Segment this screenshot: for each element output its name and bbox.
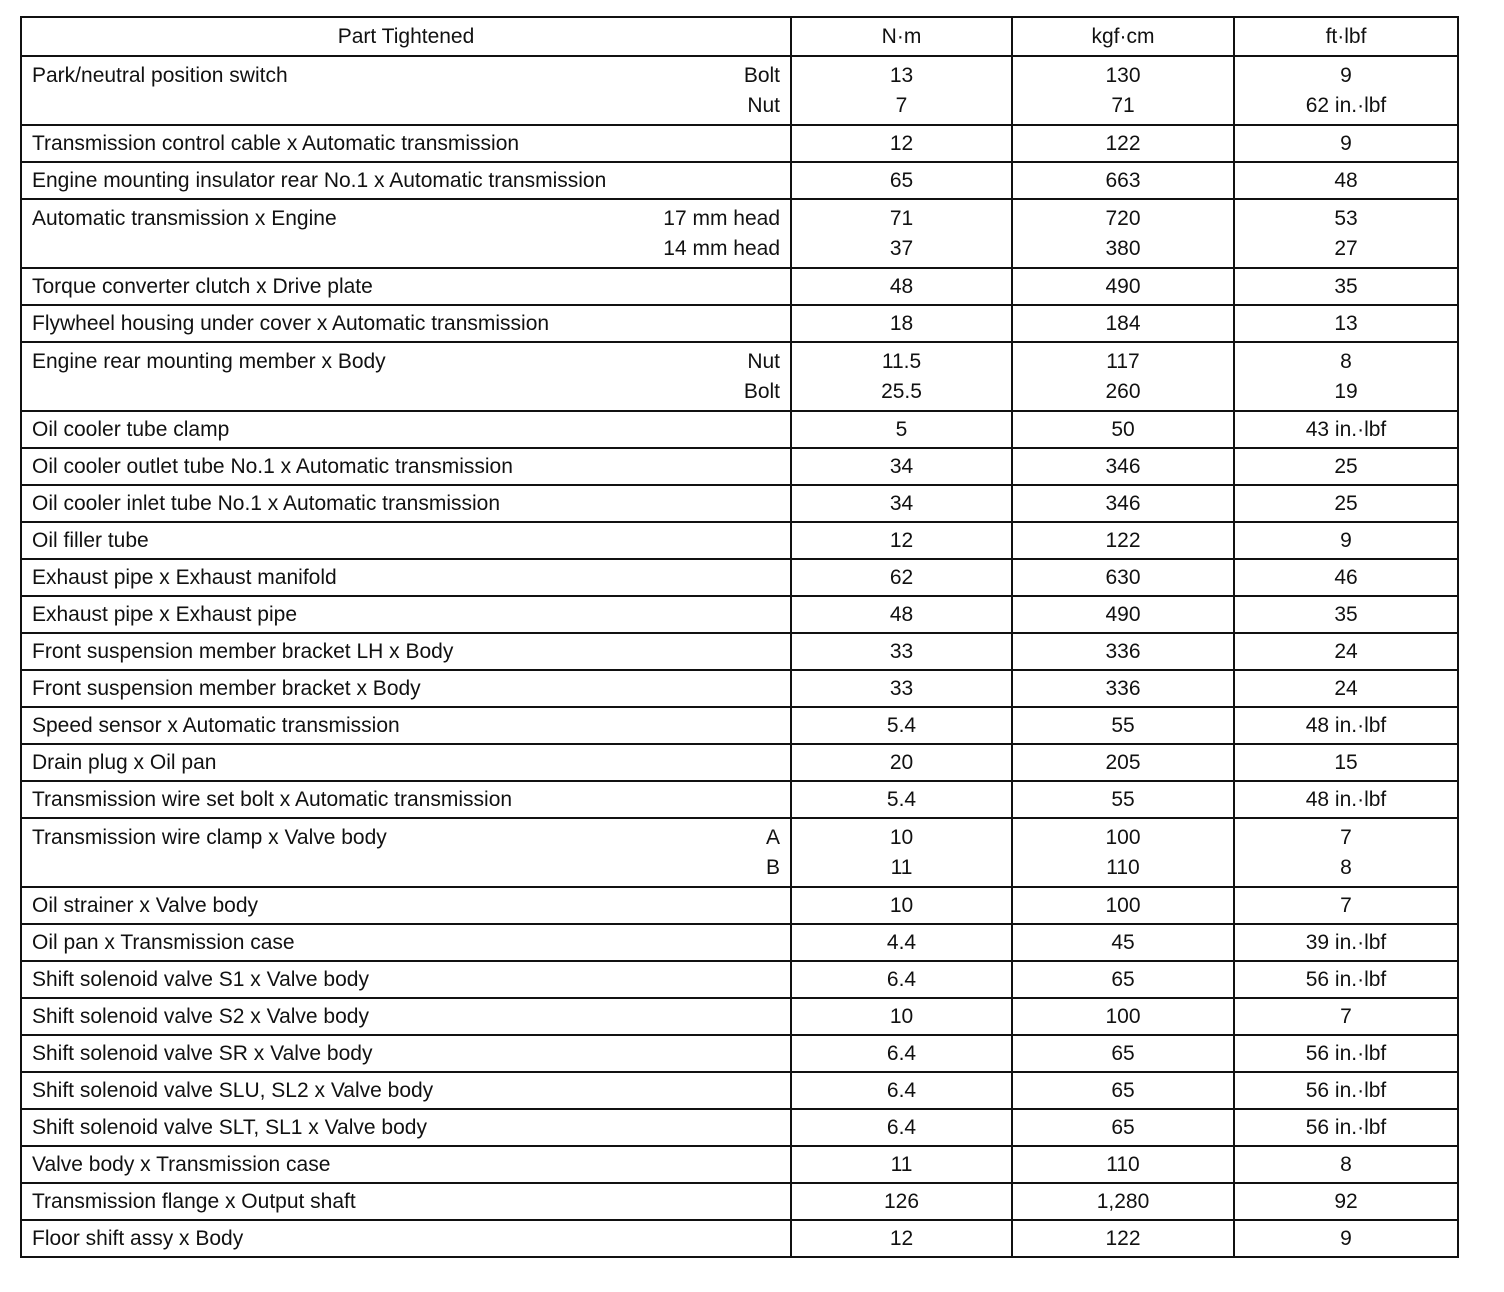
nm-value-cell (791, 342, 1012, 411)
ft-lbf-value-cell (1234, 596, 1458, 633)
kgf-cm-value-cell (1012, 744, 1234, 781)
kgf-cm-value-cell (1012, 707, 1234, 744)
ft-lbf-value-cell (1234, 199, 1458, 268)
kgf-cm-value: 380 (1105, 236, 1141, 260)
ft-lbf-value: 7 (1340, 893, 1352, 917)
header-part-tightened: Part Tightened (21, 17, 791, 56)
part-cell (21, 1183, 791, 1220)
ft-lbf-value-cell (1234, 1109, 1458, 1146)
table-row (21, 1220, 1458, 1257)
part-cell (21, 818, 791, 887)
kgf-cm-value-cell (1012, 522, 1234, 559)
nm-value: 5 (895, 417, 908, 441)
ft-lbf-value: 35 (1334, 274, 1358, 298)
ft-lbf-value: 92 (1334, 1189, 1358, 1213)
kgf-cm-value: 110 (1106, 855, 1140, 879)
kgf-cm-value: 205 (1105, 750, 1141, 774)
header-kgf-cm: kgf·cm (1012, 17, 1234, 56)
ft-lbf-value: 56 in.·lbf (1305, 1041, 1387, 1065)
nm-value: 48 (889, 274, 914, 298)
table-row (21, 1146, 1458, 1183)
nm-value: 10 (889, 1004, 914, 1028)
ft-lbf-value-cell (1234, 998, 1458, 1035)
ft-lbf-value: 8 (1340, 1152, 1352, 1176)
ft-lbf-value-cell (1234, 125, 1458, 162)
part-cell (21, 1035, 791, 1072)
table-row (21, 1183, 1458, 1220)
kgf-cm-value-cell (1012, 887, 1234, 924)
kgf-cm-value-cell (1012, 1035, 1234, 1072)
nm-value-cell (791, 670, 1012, 707)
table-row (21, 961, 1458, 998)
part-name: Floor shift assy x Body (32, 1226, 244, 1250)
nm-value-cell (791, 522, 1012, 559)
nm-value-cell (791, 744, 1012, 781)
kgf-cm-value-cell (1012, 998, 1234, 1035)
ft-lbf-value: 8 (1340, 349, 1352, 373)
nm-value: 11 (890, 855, 913, 879)
ft-lbf-value-cell (1234, 1146, 1458, 1183)
ft-lbf-value: 62 in.·lbf (1305, 93, 1387, 117)
kgf-cm-value: 100 (1105, 825, 1141, 849)
table-row (21, 924, 1458, 961)
kgf-cm-value-cell (1012, 924, 1234, 961)
part-name: Oil pan x Transmission case (32, 930, 295, 954)
nm-value-cell (791, 1072, 1012, 1109)
nm-value-cell (791, 162, 1012, 199)
table-row (21, 199, 1458, 268)
kgf-cm-value: 65 (1111, 1078, 1135, 1102)
ft-lbf-value: 19 (1334, 379, 1358, 403)
ft-lbf-value-cell (1234, 961, 1458, 998)
table-row (21, 707, 1458, 744)
nm-value: 62 (889, 565, 914, 589)
kgf-cm-value: 122 (1105, 131, 1141, 155)
part-name: Shift solenoid valve S2 x Valve body (32, 1004, 369, 1028)
part-cell (21, 199, 791, 268)
nm-value: 11.5 (881, 349, 922, 373)
nm-value-cell (791, 633, 1012, 670)
part-name: Transmission wire set bolt x Automatic transmission (32, 787, 513, 811)
ft-lbf-value: 43 in.·lbf (1305, 417, 1387, 441)
kgf-cm-value: 720 (1105, 206, 1141, 230)
nm-value-cell (791, 125, 1012, 162)
part-name: Oil strainer x Valve body (32, 893, 259, 917)
nm-value-cell (791, 818, 1012, 887)
nm-value-cell (791, 485, 1012, 522)
part-cell (21, 1072, 791, 1109)
ft-lbf-value: 53 (1334, 206, 1358, 230)
kgf-cm-value: 65 (1111, 1115, 1135, 1139)
kgf-cm-value-cell (1012, 305, 1234, 342)
part-qualifier: 14 mm head (663, 236, 780, 260)
kgf-cm-value: 1,280 (1096, 1189, 1150, 1213)
part-name: Engine mounting insulator rear No.1 x Automatic transmission (32, 168, 607, 192)
nm-value-cell (791, 998, 1012, 1035)
kgf-cm-value: 122 (1105, 1226, 1141, 1250)
part-name: Oil cooler outlet tube No.1 x Automatic transmission (32, 454, 513, 478)
nm-value: 126 (883, 1189, 920, 1213)
part-cell (21, 56, 791, 125)
nm-value-cell (791, 448, 1012, 485)
part-name: Exhaust pipe x Exhaust pipe (32, 602, 298, 626)
nm-value: 37 (889, 236, 914, 260)
ft-lbf-value: 56 in.·lbf (1305, 1078, 1387, 1102)
table-row (21, 1109, 1458, 1146)
kgf-cm-value-cell (1012, 961, 1234, 998)
nm-value: 34 (889, 491, 914, 515)
part-cell (21, 744, 791, 781)
table-row (21, 522, 1458, 559)
part-cell (21, 342, 791, 411)
kgf-cm-value-cell (1012, 596, 1234, 633)
kgf-cm-value-cell (1012, 485, 1234, 522)
nm-value: 20 (889, 750, 914, 774)
part-cell (21, 670, 791, 707)
nm-value: 6.4 (886, 1041, 917, 1065)
nm-value-cell (791, 707, 1012, 744)
kgf-cm-value-cell (1012, 199, 1234, 268)
kgf-cm-value: 55 (1111, 787, 1135, 811)
table-row (21, 56, 1458, 125)
part-name: Flywheel housing under cover x Automatic transmission (32, 311, 550, 335)
kgf-cm-value-cell (1012, 56, 1234, 125)
ft-lbf-value: 9 (1340, 528, 1352, 552)
table-row (21, 162, 1458, 199)
part-cell (21, 485, 791, 522)
part-name: Oil cooler inlet tube No.1 x Automatic transmission (32, 491, 501, 515)
part-cell (21, 707, 791, 744)
nm-value: 10 (889, 893, 914, 917)
nm-value: 4.4 (886, 930, 917, 954)
nm-value: 12 (889, 1226, 914, 1250)
part-cell (21, 559, 791, 596)
part-name: Torque converter clutch x Drive plate (32, 274, 373, 298)
part-cell (21, 924, 791, 961)
ft-lbf-value: 25 (1334, 454, 1358, 478)
nm-value-cell (791, 1220, 1012, 1257)
nm-value-cell (791, 596, 1012, 633)
table-row (21, 1072, 1458, 1109)
torque-specification-table (20, 16, 1459, 1258)
part-name: Shift solenoid valve SLT, SL1 x Valve body (32, 1115, 427, 1139)
kgf-cm-value: 55 (1111, 713, 1135, 737)
table-row (21, 268, 1458, 305)
kgf-cm-value-cell (1012, 125, 1234, 162)
nm-value: 34 (889, 454, 914, 478)
part-name: Shift solenoid valve SR x Valve body (32, 1041, 373, 1065)
ft-lbf-value: 35 (1334, 602, 1358, 626)
part-qualifier: Bolt (743, 379, 780, 403)
nm-value: 7 (895, 93, 908, 117)
nm-value-cell (791, 411, 1012, 448)
table-row (21, 411, 1458, 448)
part-name: Drain plug x Oil pan (32, 750, 217, 774)
table-row (21, 998, 1458, 1035)
nm-value: 13 (889, 63, 914, 87)
kgf-cm-value-cell (1012, 818, 1234, 887)
table-row (21, 633, 1458, 670)
ft-lbf-value: 46 (1334, 565, 1358, 589)
ft-lbf-value: 25 (1334, 491, 1358, 515)
part-name: Oil cooler tube clamp (32, 417, 230, 441)
kgf-cm-value-cell (1012, 1220, 1234, 1257)
part-name: Transmission flange x Output shaft (32, 1189, 356, 1213)
table-row (21, 559, 1458, 596)
kgf-cm-value-cell (1012, 1109, 1234, 1146)
kgf-cm-value-cell (1012, 268, 1234, 305)
ft-lbf-value: 9 (1340, 1226, 1352, 1250)
nm-value: 11 (890, 1152, 913, 1176)
nm-value-cell (791, 1109, 1012, 1146)
nm-value-cell (791, 887, 1012, 924)
part-qualifier: Nut (747, 93, 780, 117)
nm-value: 6.4 (886, 967, 917, 991)
ft-lbf-value: 48 in.·lbf (1305, 713, 1387, 737)
ft-lbf-value-cell (1234, 559, 1458, 596)
nm-value: 48 (889, 602, 914, 626)
part-qualifier: A (765, 825, 780, 849)
part-qualifier: 17 mm head (663, 206, 780, 230)
nm-value-cell (791, 305, 1012, 342)
kgf-cm-value-cell (1012, 633, 1234, 670)
ft-lbf-value: 7 (1340, 1004, 1352, 1028)
part-cell (21, 448, 791, 485)
part-name: Oil filler tube (32, 528, 149, 552)
kgf-cm-value: 45 (1111, 930, 1135, 954)
nm-value: 65 (889, 168, 914, 192)
kgf-cm-value: 65 (1111, 967, 1135, 991)
kgf-cm-value: 260 (1105, 379, 1141, 403)
table-row (21, 448, 1458, 485)
ft-lbf-value: 7 (1340, 825, 1352, 849)
kgf-cm-value: 336 (1105, 639, 1141, 663)
ft-lbf-value: 9 (1340, 131, 1352, 155)
kgf-cm-value: 490 (1105, 274, 1141, 298)
table-row (21, 744, 1458, 781)
kgf-cm-value-cell (1012, 781, 1234, 818)
table-row (21, 670, 1458, 707)
kgf-cm-value-cell (1012, 411, 1234, 448)
ft-lbf-value-cell (1234, 1072, 1458, 1109)
kgf-cm-value: 100 (1105, 1004, 1141, 1028)
nm-value-cell (791, 56, 1012, 125)
part-name: Valve body x Transmission case (32, 1152, 331, 1176)
part-name: Exhaust pipe x Exhaust manifold (32, 565, 337, 589)
nm-value: 10 (889, 825, 914, 849)
part-cell (21, 305, 791, 342)
header-nm: N·m (791, 17, 1012, 56)
ft-lbf-value-cell (1234, 781, 1458, 818)
ft-lbf-value-cell (1234, 744, 1458, 781)
kgf-cm-value: 50 (1111, 417, 1135, 441)
ft-lbf-value-cell (1234, 485, 1458, 522)
ft-lbf-value-cell (1234, 887, 1458, 924)
part-name: Shift solenoid valve S1 x Valve body (32, 967, 369, 991)
part-cell (21, 887, 791, 924)
ft-lbf-value-cell (1234, 56, 1458, 125)
table-body (21, 56, 1458, 1257)
kgf-cm-value: 65 (1111, 1041, 1135, 1065)
kgf-cm-value-cell (1012, 559, 1234, 596)
nm-value-cell (791, 559, 1012, 596)
kgf-cm-value: 117 (1106, 349, 1140, 373)
part-cell (21, 411, 791, 448)
nm-value-cell (791, 268, 1012, 305)
part-name: Shift solenoid valve SLU, SL2 x Valve body (32, 1078, 434, 1102)
table-row (21, 485, 1458, 522)
table-row (21, 887, 1458, 924)
ft-lbf-value-cell (1234, 818, 1458, 887)
kgf-cm-value-cell (1012, 342, 1234, 411)
part-cell (21, 998, 791, 1035)
part-name: Engine rear mounting member x Body (32, 349, 386, 373)
ft-lbf-value-cell (1234, 1183, 1458, 1220)
part-cell (21, 596, 791, 633)
nm-value-cell (791, 199, 1012, 268)
table-row (21, 781, 1458, 818)
ft-lbf-value: 15 (1334, 750, 1358, 774)
ft-lbf-value-cell (1234, 522, 1458, 559)
nm-value-cell (791, 1183, 1012, 1220)
ft-lbf-value-cell (1234, 633, 1458, 670)
nm-value: 6.4 (886, 1078, 917, 1102)
part-cell (21, 1220, 791, 1257)
ft-lbf-value-cell (1234, 924, 1458, 961)
ft-lbf-value: 56 in.·lbf (1305, 967, 1387, 991)
ft-lbf-value: 48 (1334, 168, 1358, 192)
ft-lbf-value-cell (1234, 670, 1458, 707)
kgf-cm-value-cell (1012, 162, 1234, 199)
kgf-cm-value: 346 (1105, 454, 1141, 478)
kgf-cm-value: 663 (1105, 168, 1141, 192)
ft-lbf-value-cell (1234, 1220, 1458, 1257)
ft-lbf-value-cell (1234, 1035, 1458, 1072)
nm-value: 71 (889, 206, 914, 230)
nm-value: 33 (889, 676, 914, 700)
nm-value: 33 (889, 639, 914, 663)
nm-value-cell (791, 924, 1012, 961)
kgf-cm-value: 184 (1105, 311, 1141, 335)
part-cell (21, 268, 791, 305)
part-name: Front suspension member bracket LH x Body (32, 639, 454, 663)
ft-lbf-value-cell (1234, 162, 1458, 199)
table-row (21, 305, 1458, 342)
part-name: Speed sensor x Automatic transmission (32, 713, 400, 737)
part-cell (21, 522, 791, 559)
ft-lbf-value-cell (1234, 342, 1458, 411)
nm-value: 12 (889, 528, 914, 552)
kgf-cm-value: 130 (1105, 63, 1141, 87)
nm-value: 6.4 (886, 1115, 917, 1139)
part-cell (21, 1146, 791, 1183)
part-cell (21, 125, 791, 162)
ft-lbf-value-cell (1234, 448, 1458, 485)
ft-lbf-value: 8 (1340, 855, 1352, 879)
kgf-cm-value-cell (1012, 1072, 1234, 1109)
nm-value-cell (791, 1035, 1012, 1072)
header-row (21, 17, 1458, 56)
table-row (21, 596, 1458, 633)
part-qualifier: Bolt (743, 63, 780, 87)
part-cell (21, 961, 791, 998)
ft-lbf-value: 56 in.·lbf (1305, 1115, 1387, 1139)
header-ft-lbf: ft·lbf (1234, 17, 1458, 56)
ft-lbf-value: 24 (1334, 639, 1358, 663)
table-row (21, 125, 1458, 162)
part-cell (21, 633, 791, 670)
ft-lbf-value: 9 (1340, 63, 1352, 87)
table-row (21, 1035, 1458, 1072)
part-name: Transmission control cable x Automatic transmission (32, 131, 520, 155)
nm-value-cell (791, 781, 1012, 818)
nm-value-cell (791, 1146, 1012, 1183)
kgf-cm-value-cell (1012, 448, 1234, 485)
ft-lbf-value-cell (1234, 305, 1458, 342)
part-name: Transmission wire clamp x Valve body (32, 825, 387, 849)
nm-value: 5.4 (886, 787, 917, 811)
kgf-cm-value-cell (1012, 1146, 1234, 1183)
kgf-cm-value-cell (1012, 670, 1234, 707)
ft-lbf-value: 27 (1334, 236, 1358, 260)
kgf-cm-value: 100 (1105, 893, 1141, 917)
kgf-cm-value: 336 (1105, 676, 1141, 700)
kgf-cm-value-cell (1012, 1183, 1234, 1220)
nm-value: 25.5 (881, 379, 922, 403)
kgf-cm-value: 630 (1105, 565, 1141, 589)
kgf-cm-value: 346 (1105, 491, 1141, 515)
part-name: Front suspension member bracket x Body (32, 676, 421, 700)
nm-value: 18 (889, 311, 914, 335)
table-row (21, 818, 1458, 887)
part-qualifier: B (765, 855, 780, 879)
part-cell (21, 162, 791, 199)
nm-value: 5.4 (886, 713, 917, 737)
nm-value: 12 (889, 131, 914, 155)
kgf-cm-value: 122 (1105, 528, 1141, 552)
table-row (21, 342, 1458, 411)
ft-lbf-value: 13 (1334, 311, 1358, 335)
part-cell (21, 781, 791, 818)
kgf-cm-value: 110 (1106, 1152, 1140, 1176)
part-name: Park/neutral position switch (32, 63, 288, 87)
kgf-cm-value: 490 (1105, 602, 1141, 626)
ft-lbf-value: 48 in.·lbf (1305, 787, 1387, 811)
kgf-cm-value: 71 (1111, 93, 1135, 117)
ft-lbf-value-cell (1234, 268, 1458, 305)
nm-value-cell (791, 961, 1012, 998)
part-cell (21, 1109, 791, 1146)
ft-lbf-value-cell (1234, 707, 1458, 744)
ft-lbf-value-cell (1234, 411, 1458, 448)
part-qualifier: Nut (747, 349, 780, 373)
ft-lbf-value: 39 in.·lbf (1305, 930, 1387, 954)
ft-lbf-value: 24 (1334, 676, 1358, 700)
part-name: Automatic transmission x Engine (32, 206, 337, 230)
